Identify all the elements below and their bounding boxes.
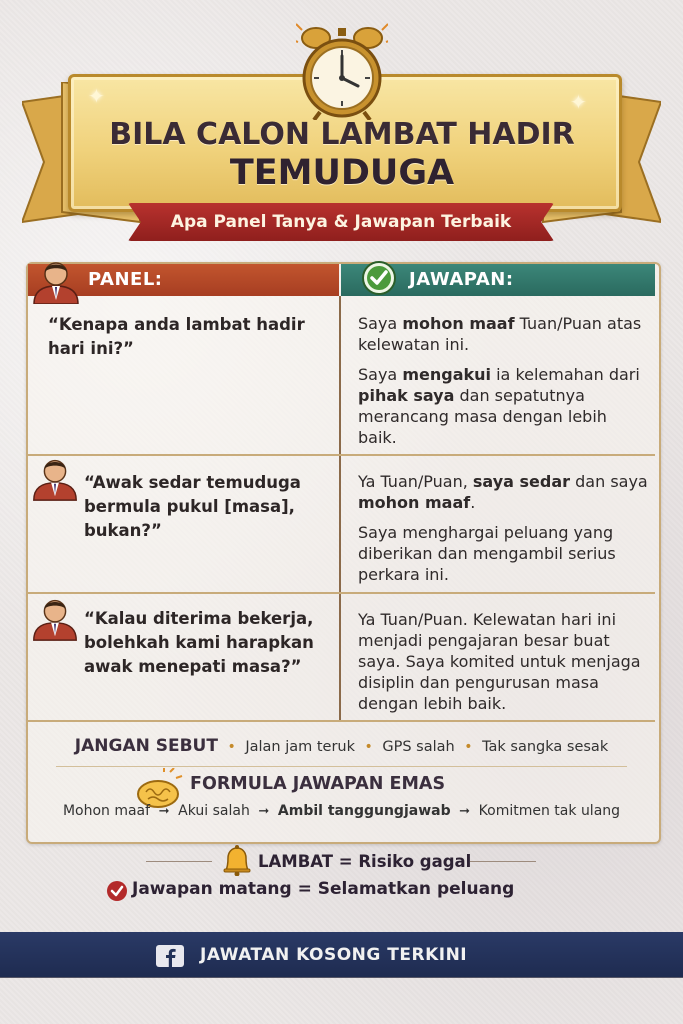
footer-page-name: JAWATAN KOSONG TERKINI bbox=[200, 945, 468, 965]
row-divider bbox=[28, 454, 655, 456]
row-divider bbox=[28, 592, 655, 594]
formula-step: Komitmen tak ulang bbox=[478, 803, 621, 819]
bell-icon bbox=[220, 844, 254, 876]
answer-paragraph: Ya Tuan/Puan, saya sedar dan saya mohon maaf. bbox=[358, 472, 648, 512]
alarm-clock-icon bbox=[296, 20, 388, 120]
panel-question: “Kenapa anda lambat hadir hari ini?” bbox=[48, 315, 305, 358]
jangan-sebut-line bbox=[28, 731, 655, 761]
interviewer-avatar-icon bbox=[28, 592, 82, 642]
slogan-risk: LAMBAT = Risiko gagal bbox=[258, 852, 472, 871]
answer-paragraph: Saya mohon maaf Tuan/Puan atas kelewatan ini. bbox=[358, 314, 642, 354]
decorative-line bbox=[470, 861, 536, 862]
answer-paragraph: Ya Tuan/Puan. Kelewatan hari ini menjadi pengajaran besar buat saya. Saya komited untuk menjaga disiplin dan pengurusan masa dengan lebih baik. bbox=[358, 610, 641, 713]
bullet-dot: • bbox=[360, 739, 378, 755]
formula-title: FORMULA JAWAPAN EMAS bbox=[190, 774, 446, 794]
arrow-right-icon: ➞ bbox=[455, 804, 475, 819]
answer-paragraph: Saya mengakui ia kelemahan dari pihak saya dan sepatutnya merancang masa dengan lebih baik. bbox=[358, 365, 640, 447]
row-divider bbox=[28, 720, 655, 722]
excuse-item: Jalan jam teruk bbox=[245, 739, 356, 755]
panel-question: “Kalau diterima bekerja, bolehkah kami harapkan awak menepati masa?” bbox=[84, 609, 314, 676]
interviewer-avatar-icon bbox=[28, 256, 84, 304]
bullet-dot: • bbox=[223, 739, 241, 755]
column-divider bbox=[339, 296, 341, 720]
tips-divider bbox=[56, 766, 627, 767]
jangan-sebut-label: JANGAN SEBUT bbox=[74, 736, 218, 756]
page-title-line2: TEMUDUGA bbox=[229, 153, 455, 193]
slogan-mature-answer: Jawapan matang = Selamatkan peluang bbox=[132, 879, 515, 899]
jawapan-header-label: JAWAPAN: bbox=[409, 269, 514, 290]
facebook-icon bbox=[156, 945, 184, 967]
page-title-line1: BILA CALON LAMBAT HADIR bbox=[109, 117, 575, 152]
brain-lightbulb-icon bbox=[134, 768, 186, 808]
formula-step: Mohon maaf bbox=[62, 803, 151, 819]
sparkle-icon: ✦ bbox=[570, 90, 587, 114]
answer-paragraph: Saya menghargai peluang yang diberikan dan mengambil serius perkara ini. bbox=[358, 523, 616, 584]
formula-step: Akui salah bbox=[178, 803, 250, 819]
panel-question: “Awak sedar temuduga bermula pukul [masa], bukan?” bbox=[84, 473, 301, 540]
decorative-line bbox=[146, 861, 212, 862]
formula-steps bbox=[28, 803, 655, 819]
formula-step: Ambil tanggungjawab bbox=[277, 803, 451, 819]
check-badge-icon bbox=[361, 260, 397, 296]
arrow-right-icon: ➞ bbox=[254, 804, 274, 819]
sparkle-icon: ✦ bbox=[88, 84, 105, 108]
bullet-dot: • bbox=[459, 739, 477, 755]
excuse-item: Tak sangka sesak bbox=[482, 739, 609, 755]
interviewer-avatar-icon bbox=[28, 452, 82, 502]
page-subtitle: Apa Panel Tanya & Jawapan Terbaik bbox=[170, 212, 512, 232]
arrow-right-icon: ➞ bbox=[154, 804, 174, 819]
check-circle-icon bbox=[106, 880, 128, 902]
panel-header-label: PANEL: bbox=[88, 269, 163, 290]
excuse-item: GPS salah bbox=[382, 739, 455, 755]
